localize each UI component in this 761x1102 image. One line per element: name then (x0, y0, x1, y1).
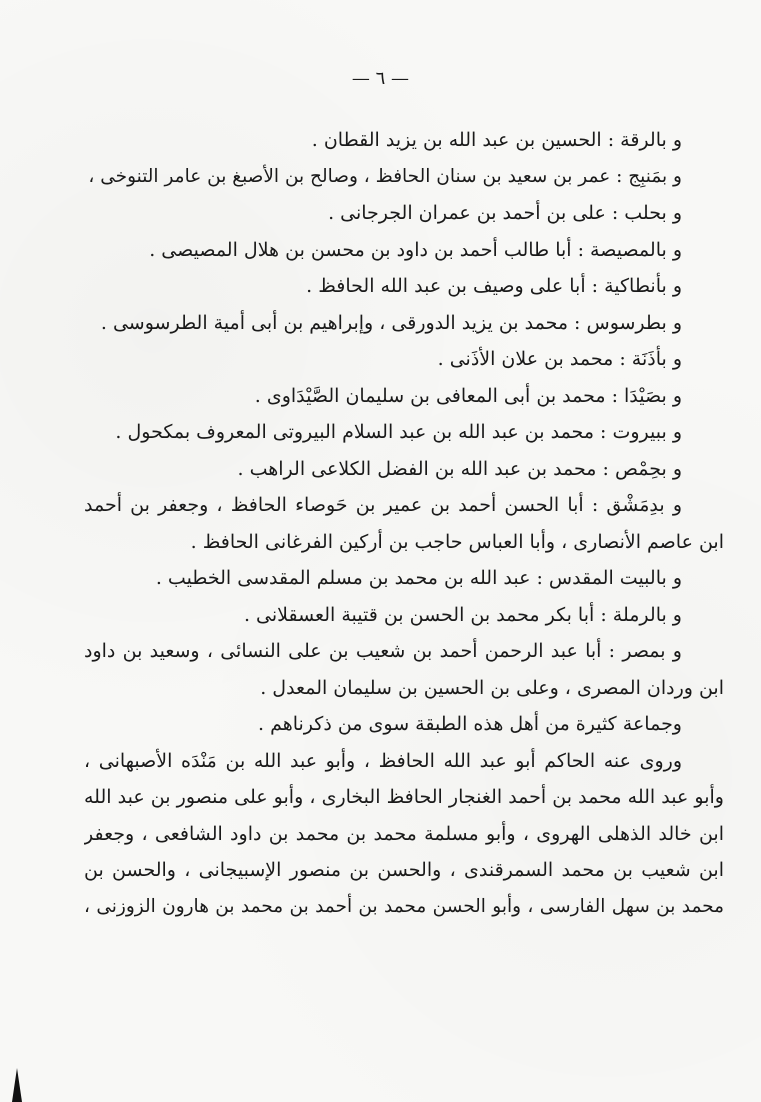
text-line: ابن عاصم الأنصارى ، وأبا العباس حاجب بن أركين الفرغانى الحافظ . (190, 530, 724, 553)
text-line: وأبو عبد الله محمد بن أحمد الغنجار الحافظ البخارى ، وأبو على منصور بن عبد الله (84, 786, 724, 808)
body-text (84, 122, 724, 925)
text-line: و بحلب : على بن أحمد بن عمران الجرجانى . (328, 202, 682, 224)
text-line: وجماعة كثيرة من أهل هذه الطبقة سوى من ذكرناهم . (257, 713, 682, 735)
text-line: و بمصر : أبا عبد الرحمن أحمد بن شعيب بن على النسائى ، وسعيد بن داود (84, 640, 682, 662)
text-line: و بدِمَشْق : أبا الحسن أحمد بن عمير بن حَوصاء الحافظ ، وجعفر بن أحمد (84, 494, 682, 516)
page-number: — ٦ — (351, 68, 410, 89)
text-line: وروى عنه الحاكم أبو عبد الله الحافظ ، وأبو عبد الله بن مَنْدَه الأصبهانى ، (84, 749, 682, 772)
text-line: و بالبيت المقدس : عبد الله بن محمد بن مسلم المقدسى الخطيب . (155, 567, 682, 589)
text-line: و بالرقة : الحسين بن عبد الله بن يزيد القطان . (311, 129, 682, 151)
text-line: و بالمصيصة : أبا طالب أحمد بن داود بن محسن بن هلال المصيصى . (149, 238, 682, 261)
text-line: و ببيروت : محمد بن عبد الله بن عبد السلام البيروتى المعروف بمكحول . (115, 421, 682, 443)
text-line: ابن خالد الذهلى الهروى ، وأبو مسلمة محمد بن محمد بن داود الشافعى ، وجعفر (84, 822, 724, 845)
text-line: ابن شعيب بن محمد السمرقندى ، والحسن بن منصور الإسبيجانى ، والحسن بن (84, 859, 724, 881)
text-line: و بصَيْدَا : محمد بن أبى المعافى بن سليمان الصَّيْدَاوى . (254, 384, 682, 407)
text-line: محمد بن سهل الفارسى ، وأبو الحسن محمد بن أحمد بن محمد بن هارون الزوزنى ، (84, 895, 724, 917)
text-line: و بطرسوس : محمد بن يزيد الدورقى ، وإبراهيم بن أبى أمية الطرسوسى . (100, 311, 682, 334)
text-line: و بالرملة : أبا بكر محمد بن الحسن بن قتيبة العسقلانى . (243, 603, 682, 626)
text-line: و بأذَنَة : محمد بن علان الأذَنى . (437, 348, 682, 370)
text-line: ابن وردان المصرى ، وعلى بن الحسين بن سليمان المعدل . (260, 676, 724, 699)
text-line: و بمَنبِج : عمر بن سعيد بن سنان الحافظ ، وصالح بن الأصبغ بن عامر التنوخى ، (88, 165, 682, 187)
margin-mark (12, 1068, 22, 1102)
text-line: و بحِمْص : محمد بن عبد الله بن الفضل الكلاعى الراهب . (237, 457, 682, 480)
text-line: و بأنطاكية : أبا على وصيف بن عبد الله الحافظ . (306, 275, 682, 297)
